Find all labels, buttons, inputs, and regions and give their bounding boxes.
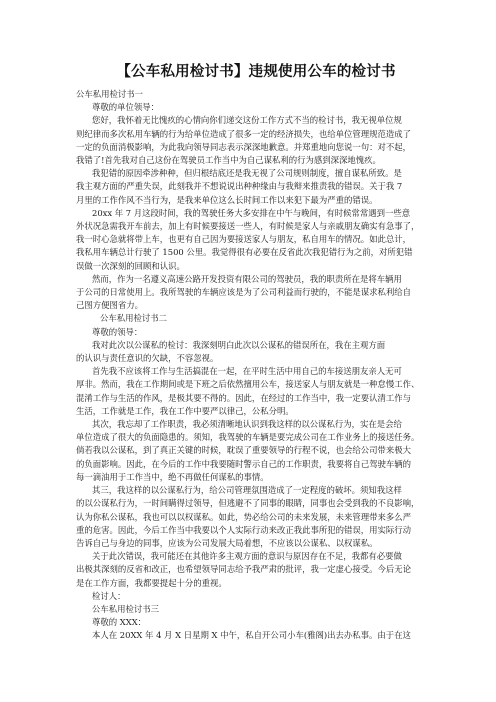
text-line: 我犯错的原因牵涉种种，但归根结底还是我无视了公司规则制度，擅自谋私所致。是: [92, 168, 402, 179]
document-title: 【公车私用检讨书】违规使用公车的检讨书: [116, 64, 396, 80]
text-line: 检讨人：: [92, 590, 126, 601]
text-line: 我主观方面的严重失误，此刻我并不想说说出种种缘由与我辩来推责我的错误。关于我 7: [76, 181, 403, 192]
text-line: 尊敬的领导：: [92, 326, 143, 337]
text-line: 首先我不应该将工作与生活搞混在一起，在平时生活中用自己的车接送朋友亲人无可: [92, 366, 402, 377]
text-line: 本人在 20XX 年 4 月 X 日星期 X 中午，私自开公司小车(雅阁)出去办私事。由于在这: [92, 630, 411, 641]
text-line: 我私用车辆总计行驶了 1500 公里。我觉得很有必要在反省此次我犯错行为之前，对所犯错: [76, 247, 413, 258]
text-line: 外状况急需我开车前去，加上有时候要接送一些人，有时候是家人与亲戚朋友确实有急事了，: [76, 221, 420, 232]
text-line: 告诉自己与身边的同事，应该为公司发展大局着想，不应该以公谋私、以权谋私。: [76, 537, 378, 548]
text-line: 出极其深刻的反省和改正，也希望领导同志给予我严肃的批评，我一定虚心接受。今后无论: [76, 564, 411, 575]
text-line: 月里的工作作风不当行为，是我来单位这么长时间工作以来犯下最为严重的错误。: [76, 194, 378, 205]
text-line: 生活，工作就是工作，我在工作中要严以律己，公私分明。: [76, 405, 294, 416]
text-line: 我一时心急就将带上车，也更有自己因为要接送家人与朋友，私自用车的情况。如此总计，: [76, 234, 411, 245]
text-line: 其三，我这样的以公谋私行为，给公司管理氛围造成了一定程度的破坏。须知我这样: [92, 485, 402, 496]
text-line: 您好，我怀着无比愧疚的心情向你们递交这份工作方式不当的检讨书，我无视单位规: [92, 115, 402, 126]
text-line: 于公司的日常使用上。我所驾驶的车辆应该是为了公司利益而行驶的，不能是谋求私利给自: [76, 287, 411, 298]
text-line: 我错了!首先我对自己这份在驾驶员工作当中为自己谋私利的行为感到深深地愧疚。: [76, 155, 381, 166]
text-line: 误做一次深刻的回顾和认识。: [76, 260, 185, 271]
text-line: 倘若我以公谋私，到了真正关键的时候，耽误了重要领导的行程不说，也会给公司带来极大: [76, 445, 411, 456]
text-line: 20xx 年 7 月这段时间，我的驾驶任务大多安排在中午与晚间，有时候常常遇到一些意: [92, 207, 411, 218]
text-line: 的以公谋私行为，一时间瞒得过领导，但逃避不了同事的眼睛，同事也会受到我的不良影响，: [76, 498, 420, 509]
text-line: 关于此次错误，我可能还在其他许多主观方面的意识与原因存在不足，我都有必要做: [92, 551, 402, 562]
text-line: 厚非。然而，我在工作期间或是下班之后依然擅用公车，接送家人与朋友就是一种怠慢工作、: [76, 379, 420, 390]
text-line: 认为你私公谋私，我也可以以权谋私。如此，势必给公司的未来发展，未来管理带来多么严: [76, 511, 411, 522]
text-line: 我对此次以公谋私的检讨：我深刻明白此次以公谋私的错误所在，我在主观方面: [92, 339, 386, 350]
text-line: 一定的负面消极影响，为此我向领导同志表示深深地歉意。并郑重地向您说一句：对不起，: [76, 141, 411, 152]
text-line: 重的危害。因此，今后工作当中我要以个人实际行动来改正我此事所犯的错误，用实际行动: [76, 524, 411, 535]
text-line: 公车私用检讨书二: [100, 313, 167, 324]
document-body: [76, 88, 436, 643]
text-line: 每一滴油用于工作当中，绝不再做任何谋私的事情。: [76, 471, 269, 482]
text-line: 则纪律而多次私用车辆的行为给单位造成了很多一定的经济损失，也给单位管理规范造成了: [76, 128, 411, 139]
text-line: 的负面影响。因此，在今后的工作中我要随时警示自己的工作职责，我要将自己驾驶车辆的: [76, 458, 411, 469]
text-line: 公车私用检讨书一: [76, 89, 143, 99]
text-line: 混淆工作与生活的作风，是极其要不得的。因此，在经过的工作当中，我一定要认清工作与: [76, 392, 411, 403]
text-line: 尊敬的 XXX：: [92, 617, 147, 628]
text-line: 是在工作方面，我都要提起十分的重视。: [76, 577, 227, 588]
text-line: 公车私用检讨书三: [92, 603, 159, 614]
text-line: 的认识与责任意识的欠缺，不容忽视。: [76, 353, 219, 364]
text-line: 然而，作为一名遵义高速公路开发投资有限公司的驾驶员，我的职责所在是将车辆用: [92, 273, 402, 284]
text-line: 单位造成了很大的负面隐患的。须知，我驾驶的车辆是要完成公司在工作业务上的接送任务。: [76, 432, 420, 443]
text-line: 己图方便图省力。: [76, 300, 143, 311]
text-line: 其次，我忘却了工作职责，我必须清晰地认识到我这样的以公谋私行为，实在是会给: [92, 419, 402, 430]
text-line: 尊敬的单位领导：: [92, 102, 159, 113]
